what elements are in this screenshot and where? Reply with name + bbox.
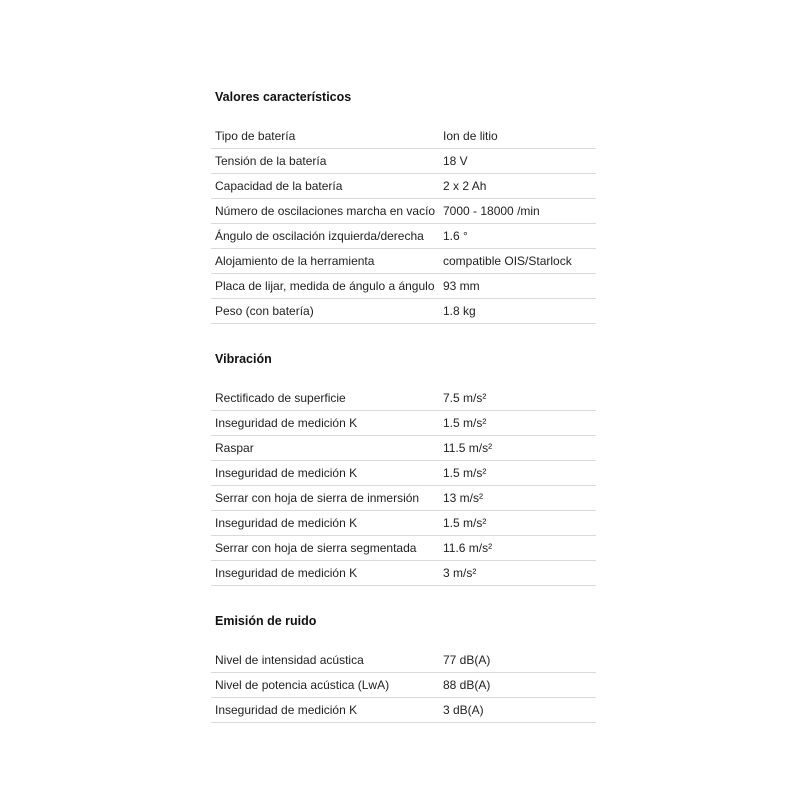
section-title: Vibración <box>215 352 272 366</box>
spec-row <box>211 411 596 436</box>
spec-name: Raspar <box>215 441 254 455</box>
spec-value: 2 x 2 Ah <box>443 179 487 193</box>
spec-table-container <box>211 88 596 723</box>
spec-row <box>211 673 596 698</box>
spec-name: Inseguridad de medición K <box>215 703 358 717</box>
section-title: Emisión de ruido <box>215 614 317 628</box>
spec-row <box>211 698 596 723</box>
spec-name: Peso (con batería) <box>215 304 314 318</box>
spec-name: Placa de lijar, medida de ángulo a ángulo <box>215 279 435 293</box>
section-characteristics <box>211 88 596 324</box>
spec-row <box>211 199 596 224</box>
spec-value: 1.6 ° <box>443 229 468 243</box>
spec-row <box>211 386 596 411</box>
section-noise <box>211 612 596 723</box>
spec-row <box>211 149 596 174</box>
spec-value: 1.5 m/s² <box>443 416 487 430</box>
spec-row <box>211 274 596 299</box>
spec-name: Ángulo de oscilación izquierda/derecha <box>215 229 424 243</box>
spec-row <box>211 174 596 199</box>
spec-value: 1.5 m/s² <box>443 516 487 530</box>
spec-row <box>211 249 596 274</box>
spec-value: 3 m/s² <box>443 566 477 580</box>
spec-name: Inseguridad de medición K <box>215 566 358 580</box>
spec-value: 18 V <box>443 154 468 168</box>
spec-name: Capacidad de la batería <box>215 179 343 193</box>
spec-name: Serrar con hoja de sierra de inmersión <box>215 491 420 505</box>
spec-value: 11.6 m/s² <box>443 541 493 555</box>
spec-name: Alojamiento de la herramienta <box>215 254 375 268</box>
section-title: Valores característicos <box>215 90 352 104</box>
spec-value: 1.8 kg <box>443 304 476 318</box>
spec-value: 93 mm <box>443 279 480 293</box>
spec-name: Tipo de batería <box>215 129 296 143</box>
spec-value: 7000 - 18000 /min <box>443 204 540 218</box>
spec-value: 7.5 m/s² <box>443 391 487 405</box>
spec-row <box>211 486 596 511</box>
section-vibration <box>211 350 596 586</box>
spec-name: Número de oscilaciones marcha en vacío <box>215 204 436 218</box>
spec-row <box>211 536 596 561</box>
spec-row <box>211 124 596 149</box>
spec-value: 1.5 m/s² <box>443 466 487 480</box>
spec-row <box>211 648 596 673</box>
spec-value: 77 dB(A) <box>443 653 491 667</box>
spec-value: 11.5 m/s² <box>443 441 493 455</box>
spec-name: Inseguridad de medición K <box>215 466 358 480</box>
spec-row <box>211 436 596 461</box>
spec-name: Nivel de intensidad acústica <box>215 653 364 667</box>
spec-row <box>211 561 596 586</box>
spec-name: Tensión de la batería <box>215 154 327 168</box>
spec-value: 3 dB(A) <box>443 703 484 717</box>
spec-value: Ion de litio <box>443 129 498 143</box>
spec-value: 13 m/s² <box>443 491 484 505</box>
spec-name: Serrar con hoja de sierra segmentada <box>215 541 417 555</box>
spec-row <box>211 461 596 486</box>
spec-name: Inseguridad de medición K <box>215 416 358 430</box>
spec-row <box>211 511 596 536</box>
spec-value: compatible OIS/Starlock <box>443 254 572 268</box>
spec-name: Nivel de potencia acústica (LwA) <box>215 678 390 692</box>
spec-value: 88 dB(A) <box>443 678 491 692</box>
spec-name: Inseguridad de medición K <box>215 516 358 530</box>
spec-row <box>211 224 596 249</box>
spec-row <box>211 299 596 324</box>
spec-name: Rectificado de superficie <box>215 391 346 405</box>
